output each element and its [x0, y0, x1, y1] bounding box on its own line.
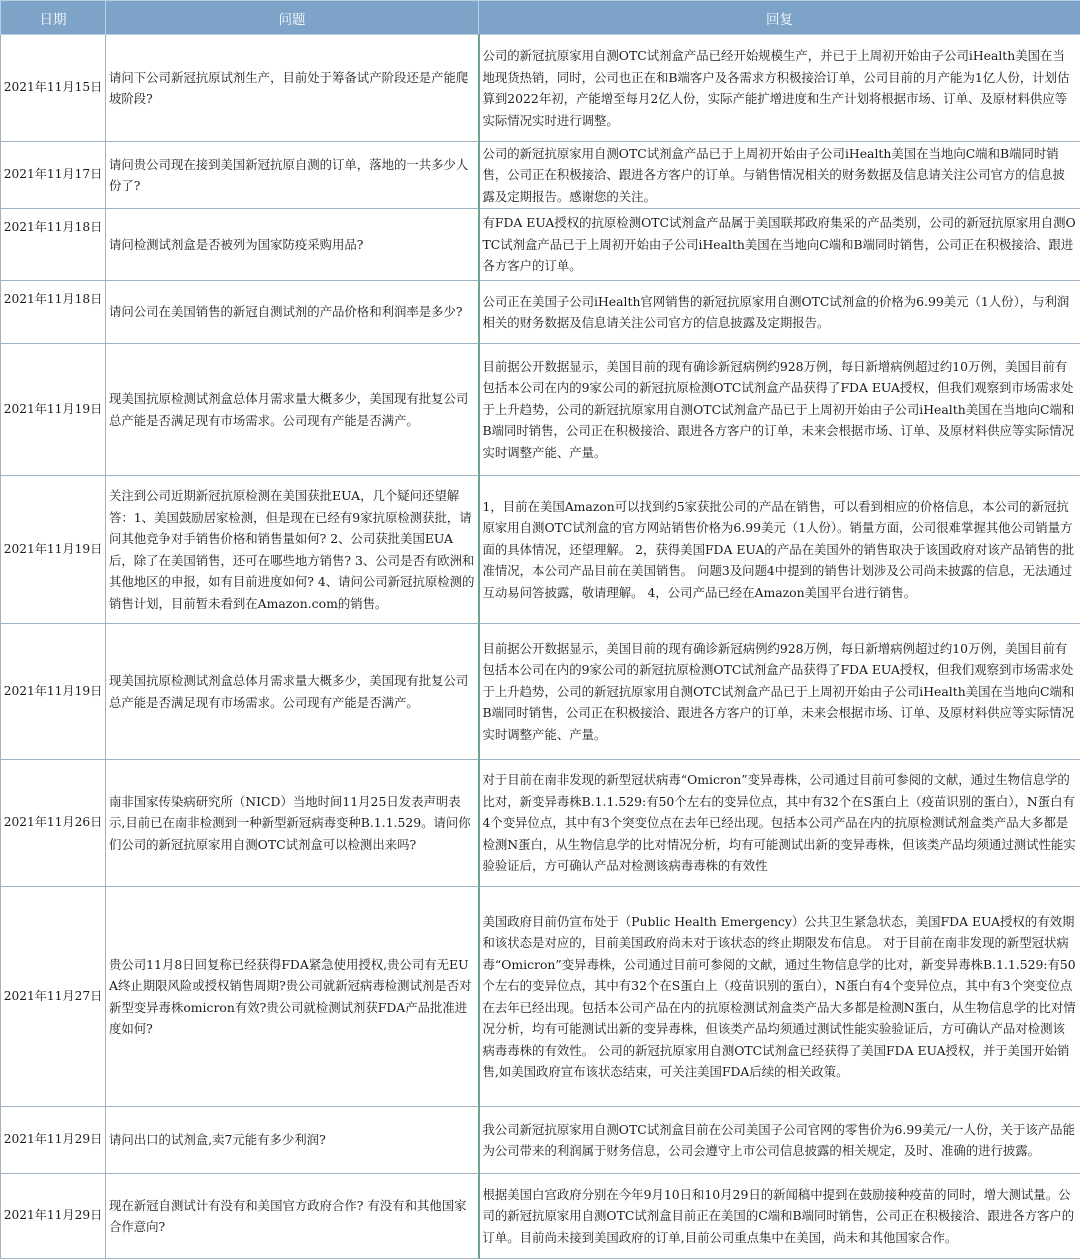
table-row: [1, 887, 1080, 1107]
header-reply: 回复: [479, 1, 1080, 35]
table-row: [1, 760, 1080, 887]
row-question: 现美国抗原检测试剂盒总体月需求量大概多少，美国现有批复公司总产能是否满足现有市场需求。公司现有产能是否满产。: [106, 344, 479, 476]
row-date: 2021年11月19日: [1, 476, 106, 624]
row-date: 2021年11月27日: [1, 887, 106, 1107]
row-reply: 公司的新冠抗原家用自测OTC试剂盒产品已于上周初开始由子公司iHealth美国在当地向C端和B端同时销售，公司正在积极接洽、跟进各方客户的订单。与销售情况相关的财务数据及信息请关注公司官方的信息披露及定期报告。感谢您的关注。: [479, 142, 1080, 209]
header-date: 日期: [1, 1, 106, 35]
row-date: 2021年11月26日: [1, 760, 106, 887]
row-question: 请问下公司新冠抗原试剂生产，目前处于筹备试产阶段还是产能爬坡阶段?: [106, 35, 479, 142]
row-date: 2021年11月29日: [1, 1174, 106, 1259]
table-row: [1, 1174, 1080, 1259]
row-question: 现美国抗原检测试剂盒总体月需求量大概多少，美国现有批复公司总产能是否满足现有市场需求。公司现有产能是否满产。: [106, 624, 479, 760]
row-reply: 目前据公开数据显示，美国目前的现有确诊新冠病例约928万例，每日新增病例超过约10万例，美国目前有包括本公司在内的9家公司的新冠抗原检测OTC试剂盒产品获得了FDA EUA授权，但我们观察到市场需求处于上升趋势，公司的新冠抗原家用自测OTC试剂盒产品已于上周初开始由子公司iHealth美国在当地向C端和B端同时销售，公司正在积极接洽、跟进各方客户的订单，未来会根据市场、订单、及原材料供应等实际情况实时调整产能、产量。: [479, 344, 1080, 476]
row-question: 贵公司11月8日回复称已经获得FDA紧急使用授权,贵公司有无EUA终止期限风险或授权销售周期?贵公司就新冠病毒检测试剂是否对新型变异毒株omicron有效?贵公司就检测试剂获FDA产品批准进度如何?: [106, 887, 479, 1107]
row-question: 现在新冠自测试计有没有和美国官方政府合作? 有没有和其他国家合作意向?: [106, 1174, 479, 1259]
header-row: [1, 1, 1080, 35]
row-question: 请问出口的试剂盒,卖7元能有多少利润?: [106, 1107, 479, 1174]
table-row: [1, 624, 1080, 760]
table-row: [1, 209, 1080, 281]
table-row: [1, 35, 1080, 142]
row-date: 2021年11月18日: [1, 209, 106, 281]
row-question: 请问贵公司现在接到美国新冠抗原自测的订单，落地的一共多少人份了?: [106, 142, 479, 209]
row-question: 请问检测试剂盒是否被列为国家防疫采购用品?: [106, 209, 479, 281]
row-date: 2021年11月18日: [1, 281, 106, 344]
table-row: [1, 1107, 1080, 1174]
table-row: [1, 142, 1080, 209]
row-reply: 美国政府目前仍宣布处于（Public Health Emergency）公共卫生紧急状态，美国FDA EUA授权的有效期和该状态是对应的，目前美国政府尚未对于该状态的终止期限发布信息。 对于目前在南非发现的新型冠状病毒“Omicron”变异毒株，公司通过目前可参阅的文献，通过生物信息学的比对，新变异毒株B.1.1.529:有50个左右的变异位点，其中有32个在S蛋白上（疫苗识别的蛋白），N蛋白有4个变异位点，其中有3个突变位点在去年已经出现。包括本公司产品在内的抗原检测试剂盒类产品大多都是检测N蛋白，从生物信息学的比对情况分析，均有可能测试出新的变异毒株，但该类产品均须通过测试性能实验验证后，方可确认产品对检测该病毒毒株的有效性。 公司的新冠抗原家用自测OTC试剂盒已经获得了美国FDA EUA授权，并于美国开始销售,如美国政府宣布该状态结束，可关注美国FDA后续的相关政策。: [479, 887, 1080, 1107]
row-date: 2021年11月17日: [1, 142, 106, 209]
row-reply: 公司正在美国子公司iHealth官网销售的新冠抗原家用自测OTC试剂盒的价格为6.99美元（1人份），与利润相关的财务数据及信息请关注公司官方的信息披露及定期报告。: [479, 281, 1080, 344]
row-reply: 1，目前在美国Amazon可以找到约5家获批公司的产品在销售，可以看到相应的价格信息，本公司的新冠抗原家用自测OTC试剂盒的官方网站销售价格为6.99美元（1人份）。销量方面，公司很难掌握其他公司销量方面的具体情况，还望理解。 2，获得美国FDA EUA的产品在美国外的销售取决于该国政府对该产品销售的批准情况，本公司产品目前在美国销售。 问题3及问题4中提到的销售计划涉及公司尚未披露的信息，无法通过互动易问答披露，敬请理解。 4，公司产品已经在Amazon美国平台进行销售。: [479, 476, 1080, 624]
table-row: [1, 281, 1080, 344]
row-reply: 根据美国白宫政府分别在今年9月10日和10月29日的新闻稿中提到在鼓励接种疫苗的同时，增大测试量。公司的新冠抗原家用自测OTC试剂盒目前正在美国的C端和B端同时销售，公司正在积极接洽、跟进各方客户的订单。目前尚未接到美国政府的订单,目前公司重点集中在美国，尚未和其他国家合作。: [479, 1174, 1080, 1259]
table-row: [1, 476, 1080, 624]
row-date: 2021年11月19日: [1, 344, 106, 476]
row-reply: 公司的新冠抗原家用自测OTC试剂盒产品已经开始规模生产，并已于上周初开始由子公司iHealth美国在当地现货热销，同时，公司也正在和B端客户及各需求方积极接洽订单，公司目前的月产能为1亿人份，计划估算到2022年初，产能增至每月2亿人份，实际产能扩增进度和生产计划将根据市场、订单、及原材料供应等实际情况实时进行调整。: [479, 35, 1080, 142]
row-date: 2021年11月29日: [1, 1107, 106, 1174]
row-reply: 有FDA EUA授权的抗原检测OTC试剂盒产品属于美国联邦政府集采的产品类别，公司的新冠抗原家用自测OTC试剂盒产品已于上周初开始由子公司iHealth美国在当地向C端和B端同时销售，公司正在积极接洽、跟进各方客户的订单。: [479, 209, 1080, 281]
row-reply: 目前据公开数据显示，美国目前的现有确诊新冠病例约928万例，每日新增病例超过约10万例，美国目前有包括本公司在内的9家公司的新冠抗原检测OTC试剂盒产品获得了FDA EUA授权，但我们观察到市场需求处于上升趋势，公司的新冠抗原家用自测OTC试剂盒产品已于上周初开始由子公司iHealth美国在当地向C端和B端同时销售，公司正在积极接洽、跟进各方客户的订单，未来会根据市场、订单、及原材料供应等实际情况实时调整产能、产量。: [479, 624, 1080, 760]
row-date: 2021年11月15日: [1, 35, 106, 142]
row-date: 2021年11月19日: [1, 624, 106, 760]
table-row: [1, 344, 1080, 476]
row-question: 南非国家传染病研究所（NICD）当地时间11月25日发表声明表示,目前已在南非检测到一种新型新冠病毒变种B.1.1.529。请问你们公司的新冠抗原家用自测OTC试剂盒可以检测出来吗?: [106, 760, 479, 887]
row-question: 请问公司在美国销售的新冠自测试剂的产品价格和利润率是多少?: [106, 281, 479, 344]
row-reply: 对于目前在南非发现的新型冠状病毒“Omicron”变异毒株，公司通过目前可参阅的文献，通过生物信息学的比对，新变异毒株B.1.1.529:有50个左右的变异位点，其中有32个在S蛋白上（疫苗识别的蛋白），N蛋白有4个变异位点，其中有3个突变位点在去年已经出现。包括本公司产品在内的抗原检测试剂盒类产品大多都是检测N蛋白，从生物信息学的比对情况分析，均有可能测试出新的变异毒株，但该类产品均须通过测试性能实验验证后，方可确认产品对检测该病毒毒株的有效性: [479, 760, 1080, 887]
row-reply: 我公司新冠抗原家用自测OTC试剂盒目前在公司美国子公司官网的零售价为6.99美元/一人份，关于该产品能为公司带来的利润属于财务信息，公司会遵守上市公司信息披露的相关规定，及时、准确的进行披露。: [479, 1107, 1080, 1174]
header-question: 问题: [106, 1, 479, 35]
row-question: 关注到公司近期新冠抗原检测在美国获批EUA，几个疑问还望解答：1、美国鼓励居家检测，但是现在已经有9家抗原检测获批，请问其他竞争对手销售价格和销售量如何? 2、公司获批美国EUA后，除了在美国销售，还可在哪些地方销售? 3、公司是否有欧洲和其他地区的申报，如有目前进度如何? 4、请问公司新冠抗原检测的销售计划，目前暂未看到在Amazon.com的销售。: [106, 476, 479, 624]
